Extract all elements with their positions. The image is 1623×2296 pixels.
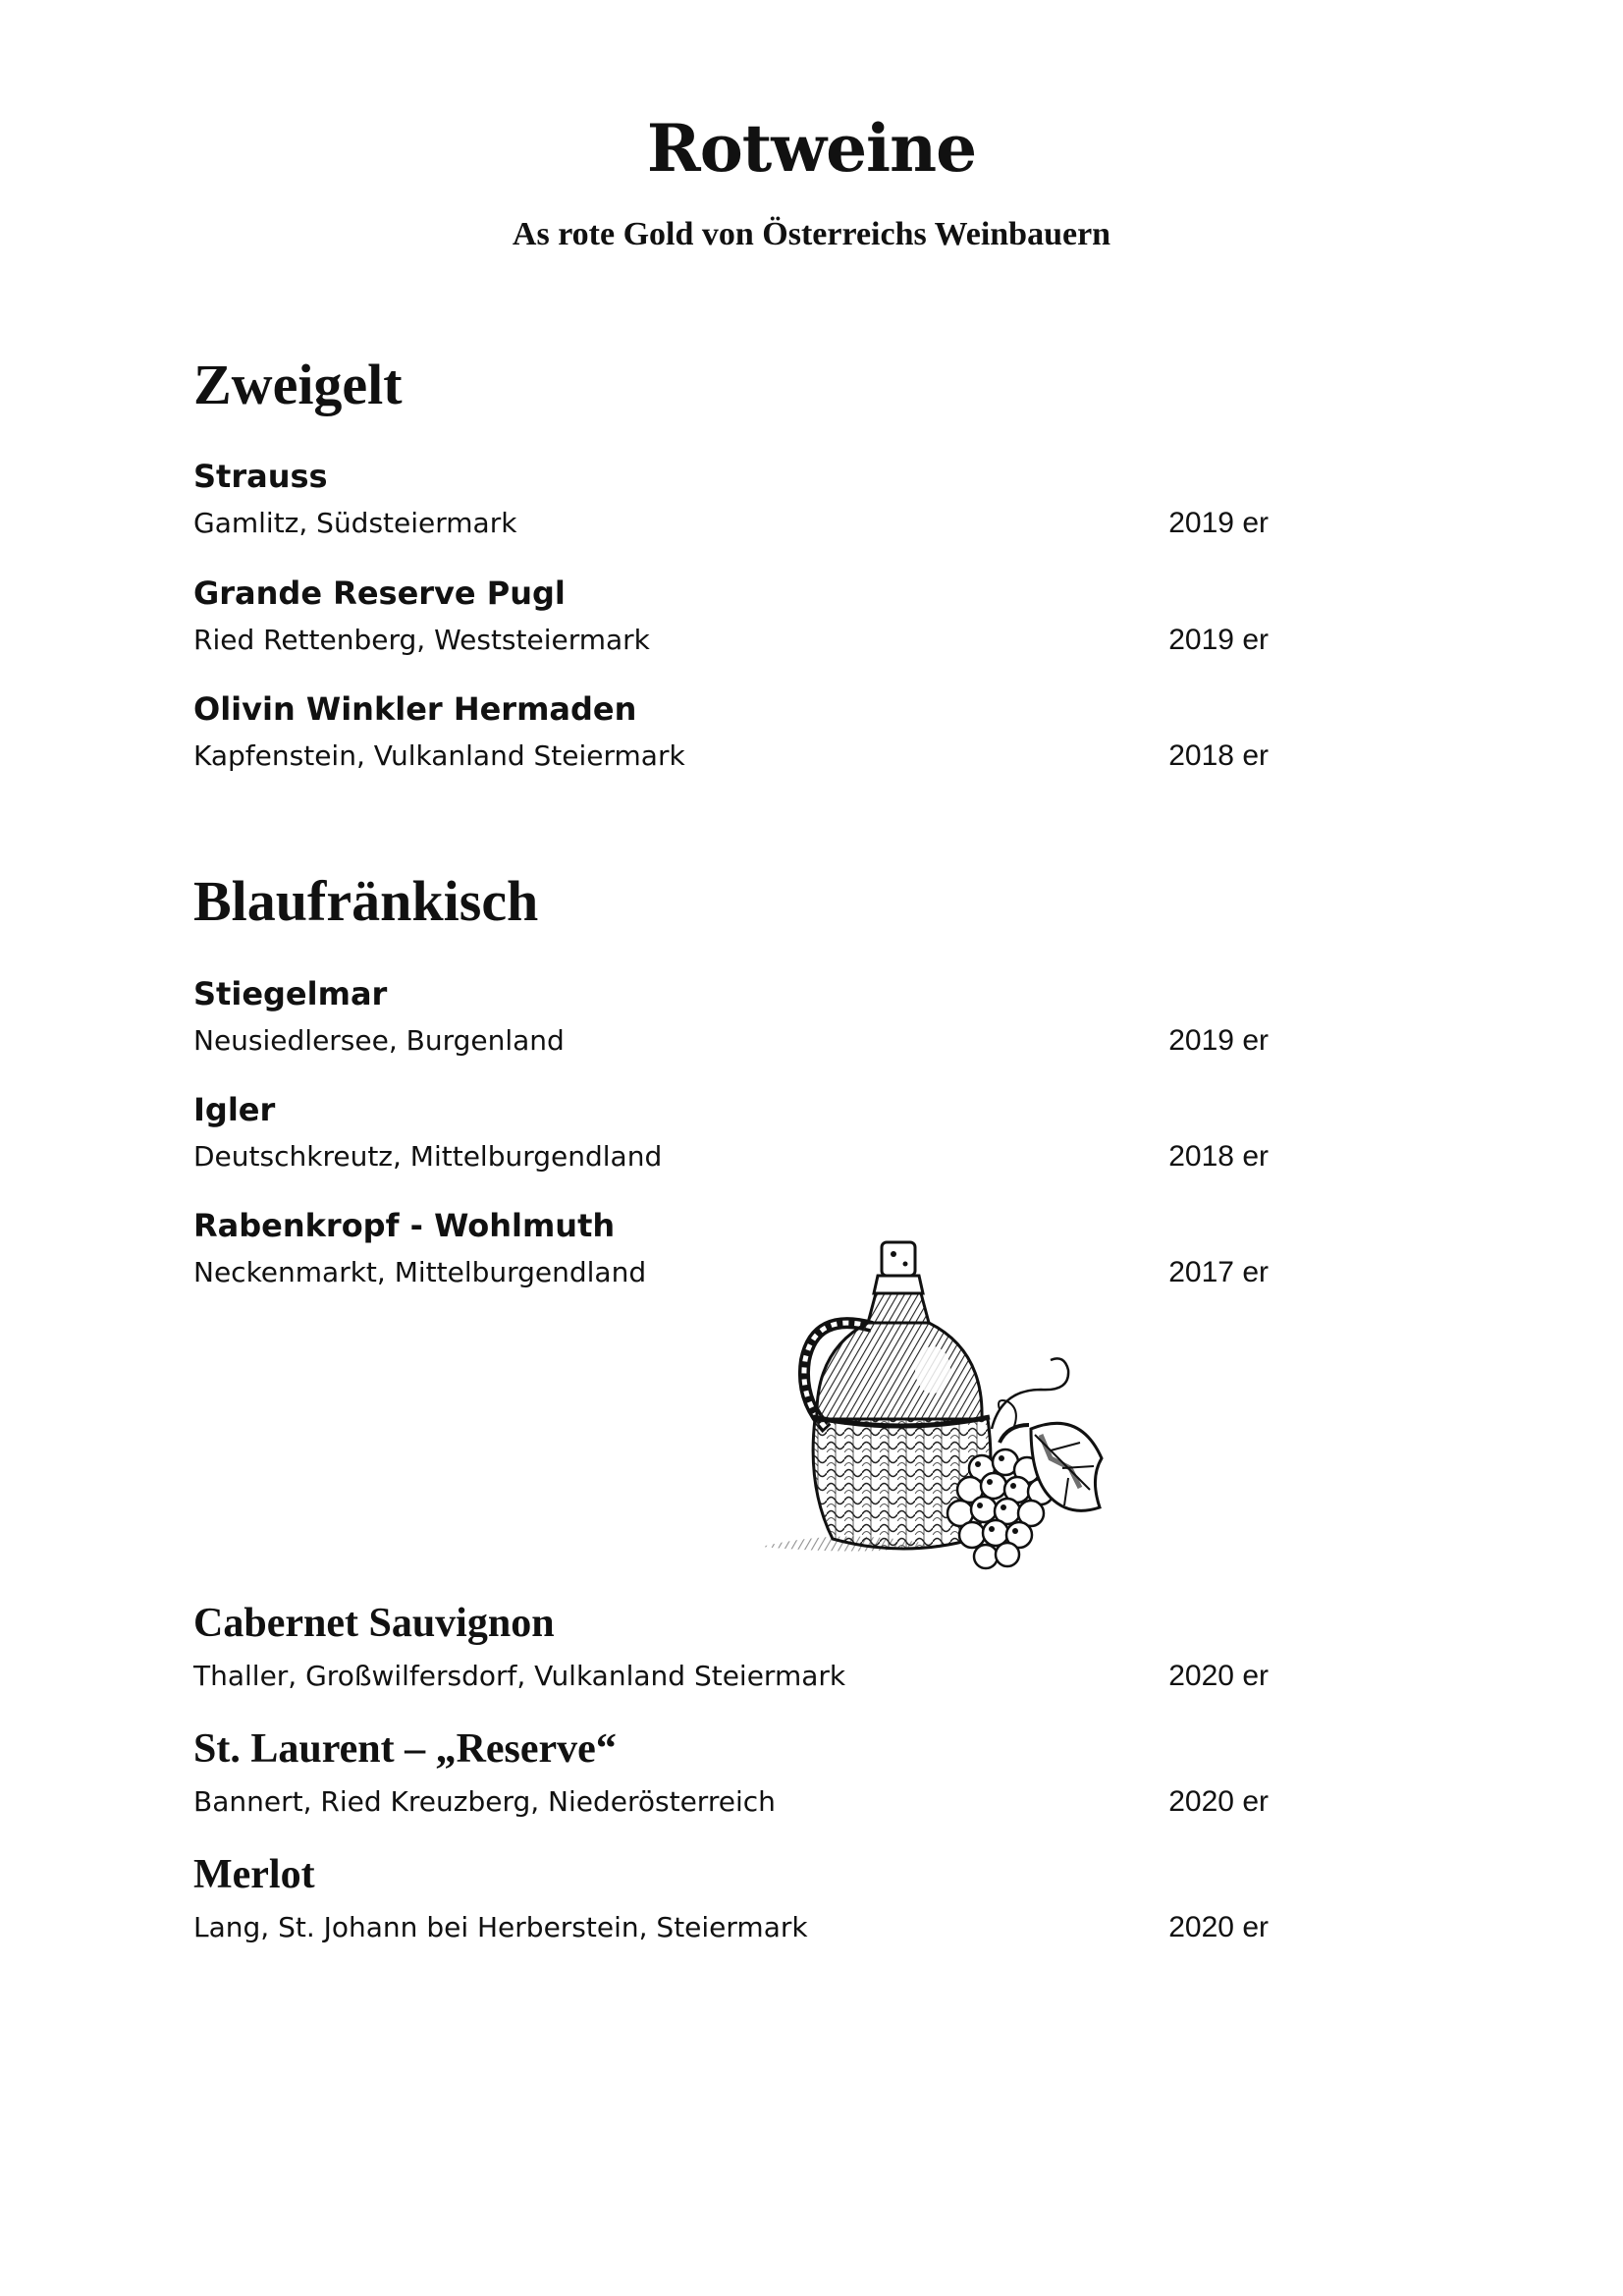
wine-name: Olivin Winkler Hermaden xyxy=(193,690,637,728)
page-title: Rotweine xyxy=(646,110,977,187)
wine-year: 2020 er xyxy=(1168,1660,1269,1692)
section-heading-zweigelt: Zweigelt xyxy=(193,353,403,416)
wine-name: Stiegelmar xyxy=(193,975,388,1012)
wine-year: 2019 er xyxy=(1168,624,1269,656)
wine-year: 2019 er xyxy=(1168,507,1269,539)
wine-origin: Bannert, Ried Kreuzberg, Niederösterreich xyxy=(193,1785,776,1818)
wine-origin: Kapfenstein, Vulkanland Steiermark xyxy=(193,739,685,772)
page-subtitle: As rote Gold von Österreichs Weinbauern xyxy=(512,216,1111,252)
section-heading-merlot: Merlot xyxy=(193,1852,315,1897)
wine-year: 2017 er xyxy=(1168,1256,1269,1288)
wine-origin: Lang, St. Johann bei Herberstein, Steiermark xyxy=(193,1911,808,1943)
wine-bottle-grapes-icon xyxy=(756,1232,1109,1596)
section-heading-st-laurent: St. Laurent – „Reserve“ xyxy=(193,1726,617,1772)
wine-origin: Ried Rettenberg, Weststeiermark xyxy=(193,624,650,656)
wine-name: Strauss xyxy=(193,458,328,495)
wine-origin: Thaller, Großwilfersdorf, Vulkanland Steiermark xyxy=(193,1660,846,1692)
wine-name: Rabenkropf - Wohlmuth xyxy=(193,1207,616,1244)
section-heading-cabernet-sauvignon: Cabernet Sauvignon xyxy=(193,1601,555,1646)
wine-year: 2019 er xyxy=(1168,1024,1269,1057)
wine-year: 2018 er xyxy=(1168,739,1269,772)
section-heading-blaufraenkisch: Blaufränkisch xyxy=(193,869,539,933)
wine-name: Igler xyxy=(193,1091,276,1128)
wine-origin: Deutschkreutz, Mittelburgendland xyxy=(193,1140,663,1173)
wine-name: Grande Reserve Pugl xyxy=(193,574,566,612)
wine-year: 2018 er xyxy=(1168,1140,1269,1173)
wine-year: 2020 er xyxy=(1168,1911,1269,1943)
wine-origin: Neckenmarkt, Mittelburgendland xyxy=(193,1256,647,1288)
wine-origin: Gamlitz, Südsteiermark xyxy=(193,507,517,539)
wine-year: 2020 er xyxy=(1168,1785,1269,1818)
wine-origin: Neusiedlersee, Burgenland xyxy=(193,1024,565,1057)
